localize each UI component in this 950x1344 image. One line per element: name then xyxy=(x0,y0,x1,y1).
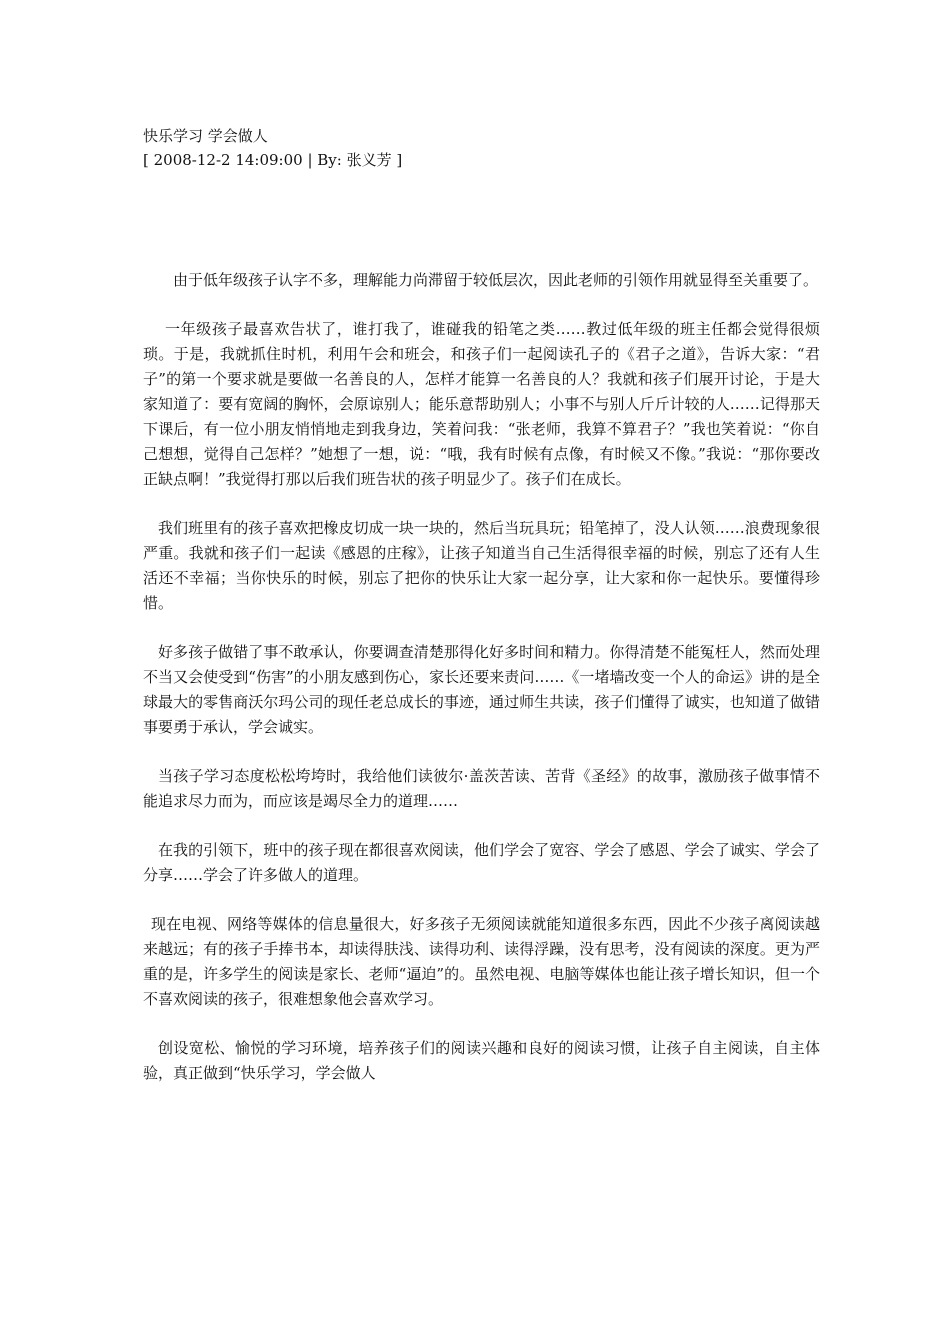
paragraph-5: 当孩子学习态度松松垮垮时，我给他们读彼尔·盖茨苦读、苦背《圣经》的故事，激励孩子做事情不能追求尽力而为，而应该是竭尽全力的道理…… xyxy=(143,767,820,810)
article-title: 快乐学习 学会做人 xyxy=(143,127,268,145)
paragraph-3: 我们班里有的孩子喜欢把橡皮切成一块一块的，然后当玩具玩；铅笔掉了，没人认领……浪费现象很严重。我就和孩子们一起读《感恩的庄稼》，让孩子知道当自己生活得很幸福的时候，别忘了还有人生活还不幸福；当你快乐的时候，别忘了把你的快乐让大家一起分享，让大家和你一起快乐。要懂得珍惜。 xyxy=(143,519,820,612)
paragraph-1: 由于低年级孩子认字不多，理解能力尚滞留于较低层次，因此老师的引领作用就显得至关重要了。 xyxy=(173,271,819,289)
paragraph-6: 在我的引领下，班中的孩子现在都很喜欢阅读，他们学会了宽容、学会了感恩、学会了诚实、学会了分享……学会了许多做人的道理。 xyxy=(143,841,820,884)
document-page xyxy=(143,124,820,1110)
paragraph-2: 一年级孩子最喜欢告状了，谁打我了，谁碰我的铅笔之类……教过低年级的班主任都会觉得很烦琐。于是，我就抓住时机，利用午会和班会，和孩子们一起阅读孔子的《君子之道》，告诉大家：“君子”的第一个要求就是要做一名善良的人，怎样才能算一名善良的人？我就和孩子们展开讨论，于是大家知道了：要有宽阔的胸怀，会原谅别人；能乐意帮助别人；小事不与别人斤斤计较的人……记得那天下课后，有一位小朋友悄悄地走到我身边，笑着问我：“张老师，我算不算君子？”我也笑着说：“你自己想想，觉得自己怎样？”她想了一想，说：“哦，我有时候有点像，有时候又不像。”我说：“那你要改正缺点啊！”我觉得打那以后我们班告状的孩子明显少了。孩子们在成长。 xyxy=(143,320,820,488)
article-meta: [ 2008-12-2 14:09:00 | By: 张义芳 ] xyxy=(143,151,403,169)
paragraph-8: 创设宽松、愉悦的学习环境，培养孩子们的阅读兴趣和良好的阅读习惯，让孩子自主阅读，自主体验，真正做到“快乐学习，学会做人 xyxy=(143,1039,820,1082)
paragraph-4: 好多孩子做错了事不敢承认，你要调查清楚那得化好多时间和精力。你得清楚不能冤枉人，然而处理不当又会使受到“伤害”的小朋友感到伤心，家长还要来责问……《一堵墙改变一个人的命运》讲的是全球最大的零售商沃尔玛公司的现任老总成长的事迹，通过师生共读，孩子们懂得了诚实，也知道了做错事要勇于承认，学会诚实。 xyxy=(143,643,820,736)
article-body xyxy=(143,268,820,1086)
paragraph-7: 现在电视、网络等媒体的信息量很大，好多孩子无须阅读就能知道很多东西，因此不少孩子离阅读越来越远；有的孩子手捧书本，却读得肤浅、读得功利、读得浮躁，没有思考，没有阅读的深度。更为严重的是，许多学生的阅读是家长、老师“逼迫”的。虽然电视、电脑等媒体也能让孩子增长知识，但一个不喜欢阅读的孩子，很难想象他会喜欢学习。 xyxy=(143,915,820,1008)
